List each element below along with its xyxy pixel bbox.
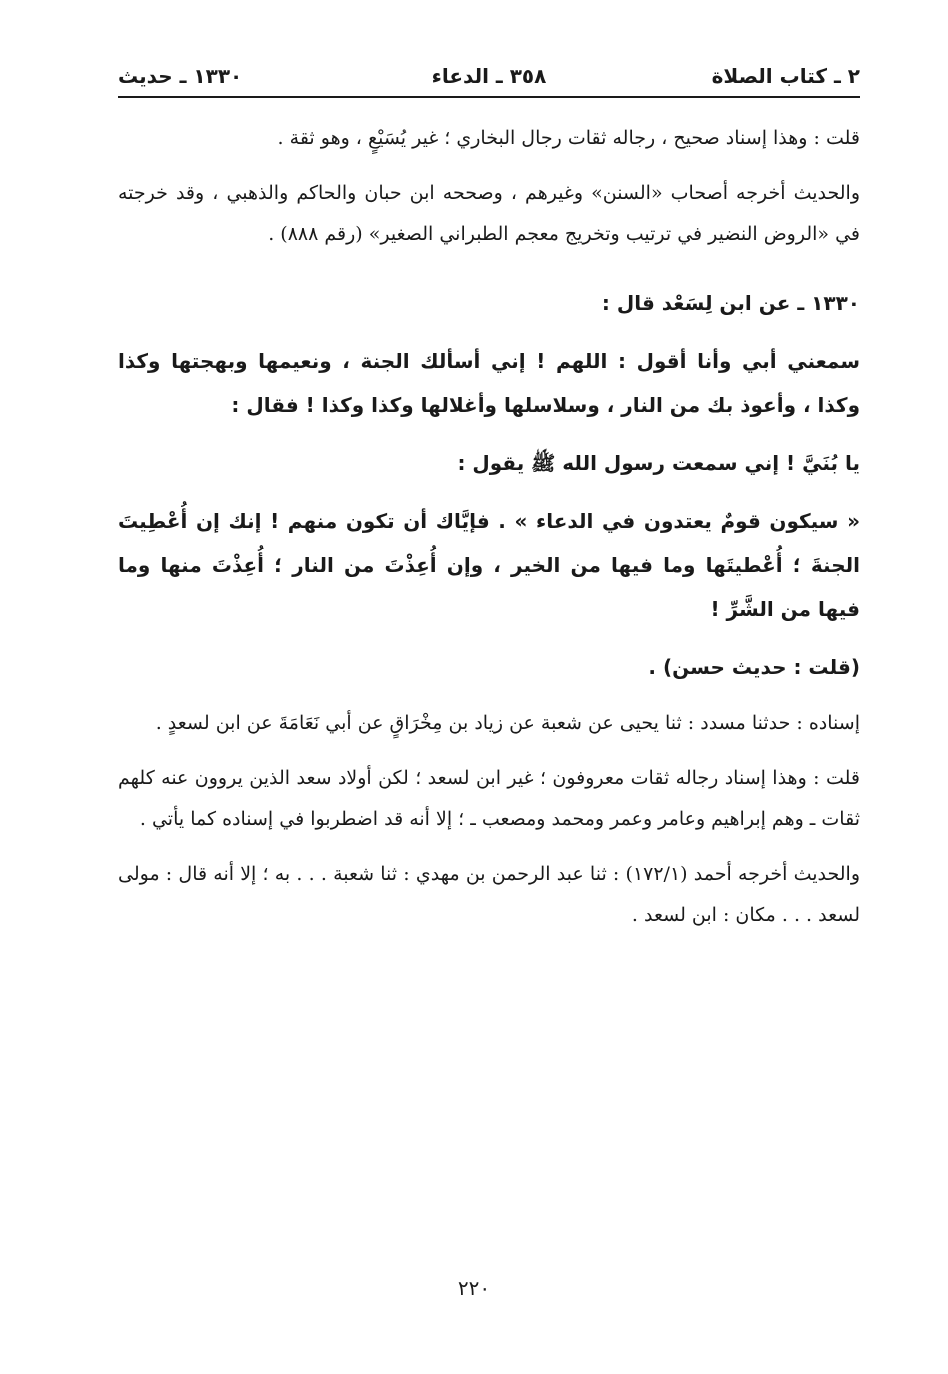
- header-book-title: ٢ ـ كتاب الصلاة: [711, 64, 860, 88]
- header-chapter-title: ٣٥٨ ـ الدعاء: [431, 64, 547, 88]
- paragraph-takhrij: والحديث أخرجه أصحاب «السنن» وغيرهم ، وصححه ابن حبان والحاكم والذهبي ، وقد خرجته في «الروض النضير في ترتيب وتخريج معجم الطبراني الصغير» (رقم ٨٨٨) .: [118, 182, 860, 245]
- header-hadith-number: ١٣٣٠ ـ حديث: [118, 64, 243, 88]
- paragraph-narrators-note: قلت : وهذا إسناد رجاله ثقات معروفون ؛ غير ابن لسعد ؛ لكن أولاد سعد الذين يروون عنه كلهم ثقات ـ وهم إبراهيم وعامر وعمر ومحمد ومصعب ـ ؛ إلا أنه قد اضطربوا في إسناده كما يأتي .: [118, 767, 860, 830]
- paragraph-ahmad-takhrij: والحديث أخرجه أحمد (١٧٢/١) : ثنا عبد الرحمن بن مهدي : ثنا شعبة . . . به ؛ إلا أنه قال : مولى لسعد . . . مكان : ابن لسعد .: [118, 863, 860, 926]
- page-number: ٢٢٠: [457, 1276, 491, 1300]
- hadith-grade: (قلت : حديث حسن) .: [648, 655, 860, 679]
- hadith-text-part-2: يا بُنَيَّ ! إني سمعت رسول الله ﷺ يقول :: [457, 451, 860, 475]
- paragraph-isnad: إسناده : حدثنا مسدد : ثنا يحيى عن شعبة عن زياد بن مِخْرَاقٍ عن أبي نَعَامَةَ عن ابن لسعدٍ .: [155, 712, 860, 734]
- running-header: [118, 62, 860, 98]
- hadith-text-part-1: سمعني أبي وأنا أقول : اللهم ! إني أسألك الجنة ، ونعيمها وبهجتها وكذا وكذا ، وأعوذ بك من النار ، وسلاسلها وأغلالها وكذا وكذا ! فقال :: [118, 349, 860, 417]
- page-body: [118, 118, 860, 936]
- hadith-text-part-3: « سيكون قومٌ يعتدون في الدعاء » . فإيَّاك أن تكون منهم ! إنك إن أُعْطِيتَ الجنةَ ؛ أُعْطيتَها وما فيها من الخير ، وإن أُعِذْتَ من النار ؛ أُعِذْتَ منها وما فيها من الشَّرِّ !: [118, 509, 860, 621]
- paragraph-isnad-verdict: قلت : وهذا إسناد صحيح ، رجاله ثقات رجال البخاري ؛ غير يُسَيْعٍ ، وهو ثقة .: [277, 127, 860, 149]
- hadith-heading: ١٣٣٠ ـ عن ابن لِسَعْد قال :: [601, 291, 860, 315]
